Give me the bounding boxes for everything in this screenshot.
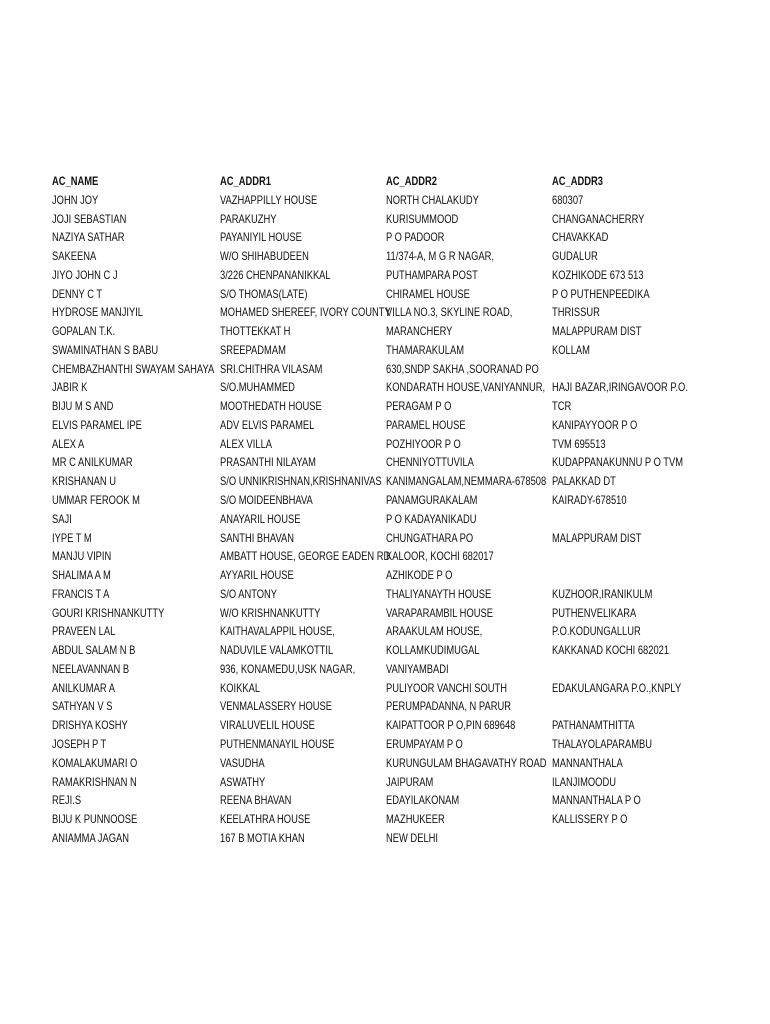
- addr2-cell: PERUMPADANNA, N PARUR: [386, 699, 511, 714]
- addr3-cell: PALAKKAD DT: [552, 474, 616, 489]
- name-cell: ELVIS PARAMEL IPE: [52, 417, 142, 432]
- addr3-cell: MANNANTHALA P O: [552, 793, 641, 808]
- name-cell: MR C ANILKUMAR: [52, 455, 133, 470]
- addr1-cell: VAZHAPPILLY HOUSE: [220, 192, 318, 207]
- name-cell: CHEMBAZHANTHI SWAYAM SAHAYA: [52, 361, 215, 376]
- table-row: [52, 829, 712, 848]
- addr2-cell: KONDARATH HOUSE,VANIYANNUR,: [386, 380, 546, 395]
- addr1-cell: SRI.CHITHRA VILASAM: [220, 361, 323, 376]
- addr3-cell: KAIRADY-678510: [552, 493, 627, 508]
- addr2-cell: PANAMGURAKALAM: [386, 493, 478, 508]
- header-ac-name: AC_NAME: [52, 174, 99, 188]
- table-row: [52, 547, 712, 566]
- name-cell: SAKEENA: [52, 249, 97, 264]
- table-row: [52, 491, 712, 510]
- addr3-cell: KAKKANAD KOCHI 682021: [552, 643, 670, 658]
- header-ac-addr1: AC_ADDR1: [220, 174, 271, 188]
- name-cell: NEELAVANNAN B: [52, 661, 130, 676]
- name-cell: JABIR K: [52, 380, 88, 395]
- table-row: [52, 360, 712, 379]
- name-cell: FRANCIS T A: [52, 586, 110, 601]
- addr2-cell: KURISUMMOOD: [386, 211, 459, 226]
- addr2-cell: VARAPARAMBIL HOUSE: [386, 605, 493, 620]
- name-cell: JOSEPH P T: [52, 736, 107, 751]
- table-row: [52, 266, 712, 285]
- name-cell: JIYO JOHN C J: [52, 267, 118, 282]
- addr1-cell: AYYARIL HOUSE: [220, 568, 294, 583]
- addr1-cell: S/O ANTONY: [220, 586, 278, 601]
- addr2-cell: CHENNIYOTTUVILA: [386, 455, 474, 470]
- name-cell: ANILKUMAR A: [52, 680, 115, 695]
- addr3-cell: P.O.KODUNGALLUR: [552, 624, 641, 639]
- table-row: [52, 716, 712, 735]
- addr1-cell: ALEX VILLA: [220, 436, 273, 451]
- addr2-cell: VILLA NO.3, SKYLINE ROAD,: [386, 305, 513, 320]
- name-cell: KRISHANAN U: [52, 474, 116, 489]
- table-row: [52, 472, 712, 491]
- addr1-cell: VIRALUVELIL HOUSE: [220, 718, 315, 733]
- addr1-cell: S/O.MUHAMMED: [220, 380, 295, 395]
- addr2-cell: PARAMEL HOUSE: [386, 417, 466, 432]
- name-cell: SAJI: [52, 511, 72, 526]
- addr2-cell: MARANCHERY: [386, 324, 453, 339]
- name-cell: HYDROSE MANJIYIL: [52, 305, 144, 320]
- addr3-cell: PATHANAMTHITTA: [552, 718, 635, 733]
- header-ac-addr3: AC_ADDR3: [552, 174, 603, 188]
- name-cell: JOHN JOY: [52, 192, 99, 207]
- addr3-cell: KANIPAYYOOR P O: [552, 417, 638, 432]
- addr2-cell: P O PADOOR: [386, 230, 445, 245]
- addr1-cell: ANAYARIL HOUSE: [220, 511, 301, 526]
- name-cell: BIJU K PUNNOOSE: [52, 812, 138, 827]
- addr1-cell: KOIKKAL: [220, 680, 261, 695]
- addr1-cell: AMBATT HOUSE, GEORGE EADEN RD: [220, 549, 391, 564]
- table-row: [52, 754, 712, 773]
- name-cell: JOJI SEBASTIAN: [52, 211, 127, 226]
- table-row: [52, 453, 712, 472]
- addr3-cell: KUZHOOR,IRANIKULM: [552, 586, 653, 601]
- name-cell: KOMALAKUMARI O: [52, 755, 138, 770]
- table-row: [52, 566, 712, 585]
- table-row: [52, 341, 712, 360]
- addr1-cell: SREEPADMAM: [220, 342, 286, 357]
- addr2-cell: THALIYANAYTH HOUSE: [386, 586, 492, 601]
- name-cell: NAZIYA SATHAR: [52, 230, 125, 245]
- name-cell: REJI.S: [52, 793, 82, 808]
- addr1-cell: 3/226 CHENPANANIKKAL: [220, 267, 331, 282]
- addr1-cell: KEELATHRA HOUSE: [220, 812, 311, 827]
- addr1-cell: KAITHAVALAPPIL HOUSE,: [220, 624, 335, 639]
- name-cell: ABDUL SALAM N B: [52, 643, 136, 658]
- addr3-cell: HAJI BAZAR,IRINGAVOOR P.O.: [552, 380, 688, 395]
- addr2-cell: P O KADAYANIKADU: [386, 511, 477, 526]
- table-row: [52, 416, 712, 435]
- name-cell: SATHYAN V S: [52, 699, 113, 714]
- addr1-cell: VASUDHA: [220, 755, 265, 770]
- addr2-cell: AZHIKODE P O: [386, 568, 453, 583]
- addr1-cell: PAYANIYIL HOUSE: [220, 230, 302, 245]
- addr2-cell: THAMARAKULAM: [386, 342, 465, 357]
- name-cell: DRISHYA KOSHY: [52, 718, 128, 733]
- addr1-cell: W/O KRISHNANKUTTY: [220, 605, 321, 620]
- name-cell: ANIAMMA JAGAN: [52, 830, 129, 845]
- addr3-cell: ILANJIMOODU: [552, 774, 616, 789]
- addr2-cell: 11/374-A, M G R NAGAR,: [386, 249, 495, 264]
- addr2-cell: PULIYOOR VANCHI SOUTH: [386, 680, 508, 695]
- name-cell: UMMAR FEROOK M: [52, 493, 140, 508]
- addr2-cell: CHUNGATHARA PO: [386, 530, 474, 545]
- addr2-cell: MAZHUKEER: [386, 812, 445, 827]
- address-table: [52, 172, 712, 848]
- addr1-cell: VENMALASSERY HOUSE: [220, 699, 333, 714]
- addr3-cell: TVM 695513: [552, 436, 606, 451]
- addr2-cell: CHIRAMEL HOUSE: [386, 286, 470, 301]
- name-cell: DENNY C T: [52, 286, 103, 301]
- table-row: [52, 322, 712, 341]
- table-header-row: [52, 172, 712, 191]
- addr1-cell: PARAKUZHY: [220, 211, 277, 226]
- addr3-cell: CHAVAKKAD: [552, 230, 609, 245]
- table-row: [52, 435, 712, 454]
- table-row: [52, 285, 712, 304]
- addr3-cell: P O PUTHENPEEDIKA: [552, 286, 650, 301]
- addr2-cell: 630,SNDP SAKHA ,SOORANAD PO: [386, 361, 539, 376]
- name-cell: RAMAKRISHNAN N: [52, 774, 137, 789]
- name-cell: GOURI KRISHNANKUTTY: [52, 605, 165, 620]
- table-row: [52, 585, 712, 604]
- addr2-cell: NORTH CHALAKUDY: [386, 192, 479, 207]
- addr1-cell: REENA BHAVAN: [220, 793, 292, 808]
- name-cell: MANJU VIPIN: [52, 549, 112, 564]
- name-cell: PRAVEEN LAL: [52, 624, 116, 639]
- addr2-cell: KURUNGULAM BHAGAVATHY ROAD: [386, 755, 547, 770]
- addr1-cell: NADUVILE VALAMKOTTIL: [220, 643, 334, 658]
- addr3-cell: 680307: [552, 192, 584, 207]
- addr1-cell: MOOTHEDATH HOUSE: [220, 399, 322, 414]
- addr3-cell: MALAPPURAM DIST: [552, 530, 642, 545]
- addr2-cell: PUTHAMPARA POST: [386, 267, 478, 282]
- addr3-cell: KOLLAM: [552, 342, 590, 357]
- addr1-cell: PRASANTHI NILAYAM: [220, 455, 316, 470]
- addr2-cell: VANIYAMBADI: [386, 661, 449, 676]
- addr1-cell: MOHAMED SHEREEF, IVORY COUNTY: [220, 305, 391, 320]
- addr1-cell: PUTHENMANAYIL HOUSE: [220, 736, 335, 751]
- addr3-cell: PUTHENVELIKARA: [552, 605, 637, 620]
- name-cell: ALEX A: [52, 436, 85, 451]
- header-ac-addr2: AC_ADDR2: [386, 174, 437, 188]
- addr3-cell: MALAPPURAM DIST: [552, 324, 642, 339]
- addr1-cell: W/O SHIHABUDEEN: [220, 249, 309, 264]
- table-row: [52, 660, 712, 679]
- table-row: [52, 604, 712, 623]
- addr2-cell: ARAAKULAM HOUSE,: [386, 624, 483, 639]
- table-row: [52, 641, 712, 660]
- name-cell: GOPALAN T.K.: [52, 324, 116, 339]
- table-row: [52, 247, 712, 266]
- addr1-cell: S/O MOIDEENBHAVA: [220, 493, 313, 508]
- name-cell: BIJU M S AND: [52, 399, 114, 414]
- table-row: [52, 210, 712, 229]
- addr2-cell: ERUMPAYAM P O: [386, 736, 463, 751]
- addr1-cell: THOTTEKKAT H: [220, 324, 291, 339]
- name-cell: SHALIMA A M: [52, 568, 111, 583]
- addr2-cell: JAIPURAM: [386, 774, 434, 789]
- table-row: [52, 810, 712, 829]
- addr2-cell: POZHIYOOR P O: [386, 436, 461, 451]
- table-row: [52, 773, 712, 792]
- table-body: [52, 191, 712, 848]
- addr3-cell: KOZHIKODE 673 513: [552, 267, 644, 282]
- addr3-cell: THALAYOLAPARAMBU: [552, 736, 653, 751]
- addr2-cell: KALOOR, KOCHI 682017: [386, 549, 494, 564]
- addr1-cell: S/O UNNIKRISHNAN,KRISHNANIVAS: [220, 474, 382, 489]
- addr3-cell: CHANGANACHERRY: [552, 211, 645, 226]
- addr1-cell: S/O THOMAS(LATE): [220, 286, 308, 301]
- addr2-cell: PERAGAM P O: [386, 399, 452, 414]
- table-row: [52, 228, 712, 247]
- addr3-cell: KALLISSERY P O: [552, 812, 628, 827]
- table-row: [52, 510, 712, 529]
- addr2-cell: NEW DELHI: [386, 830, 439, 845]
- addr1-cell: ASWATHY: [220, 774, 266, 789]
- table-row: [52, 679, 712, 698]
- addr3-cell: MANNANTHALA: [552, 755, 623, 770]
- addr3-cell: THRISSUR: [552, 305, 600, 320]
- addr3-cell: KUDAPPANAKUNNU P O TVM: [552, 455, 684, 470]
- addr2-cell: KANIMANGALAM,NEMMARA-678508: [386, 474, 547, 489]
- name-cell: SWAMINATHAN S BABU: [52, 342, 159, 357]
- name-cell: IYPE T M: [52, 530, 92, 545]
- table-row: [52, 378, 712, 397]
- addr3-cell: GUDALUR: [552, 249, 598, 264]
- addr2-cell: KOLLAMKUDIMUGAL: [386, 643, 480, 658]
- addr2-cell: EDAYILAKONAM: [386, 793, 460, 808]
- addr1-cell: SANTHI BHAVAN: [220, 530, 295, 545]
- table-row: [52, 791, 712, 810]
- table-row: [52, 735, 712, 754]
- addr1-cell: 936, KONAMEDU,USK NAGAR,: [220, 661, 356, 676]
- table-row: [52, 191, 712, 210]
- addr2-cell: KAIPATTOOR P O,PIN 689648: [386, 718, 516, 733]
- addr3-cell: EDAKULANGARA P.O.,KNPLY: [552, 680, 682, 695]
- table-row: [52, 622, 712, 641]
- table-row: [52, 529, 712, 548]
- table-row: [52, 303, 712, 322]
- table-row: [52, 397, 712, 416]
- addr3-cell: TCR: [552, 399, 572, 414]
- addr1-cell: 167 B MOTIA KHAN: [220, 830, 305, 845]
- table-row: [52, 697, 712, 716]
- addr1-cell: ADV ELVIS PARAMEL: [220, 417, 315, 432]
